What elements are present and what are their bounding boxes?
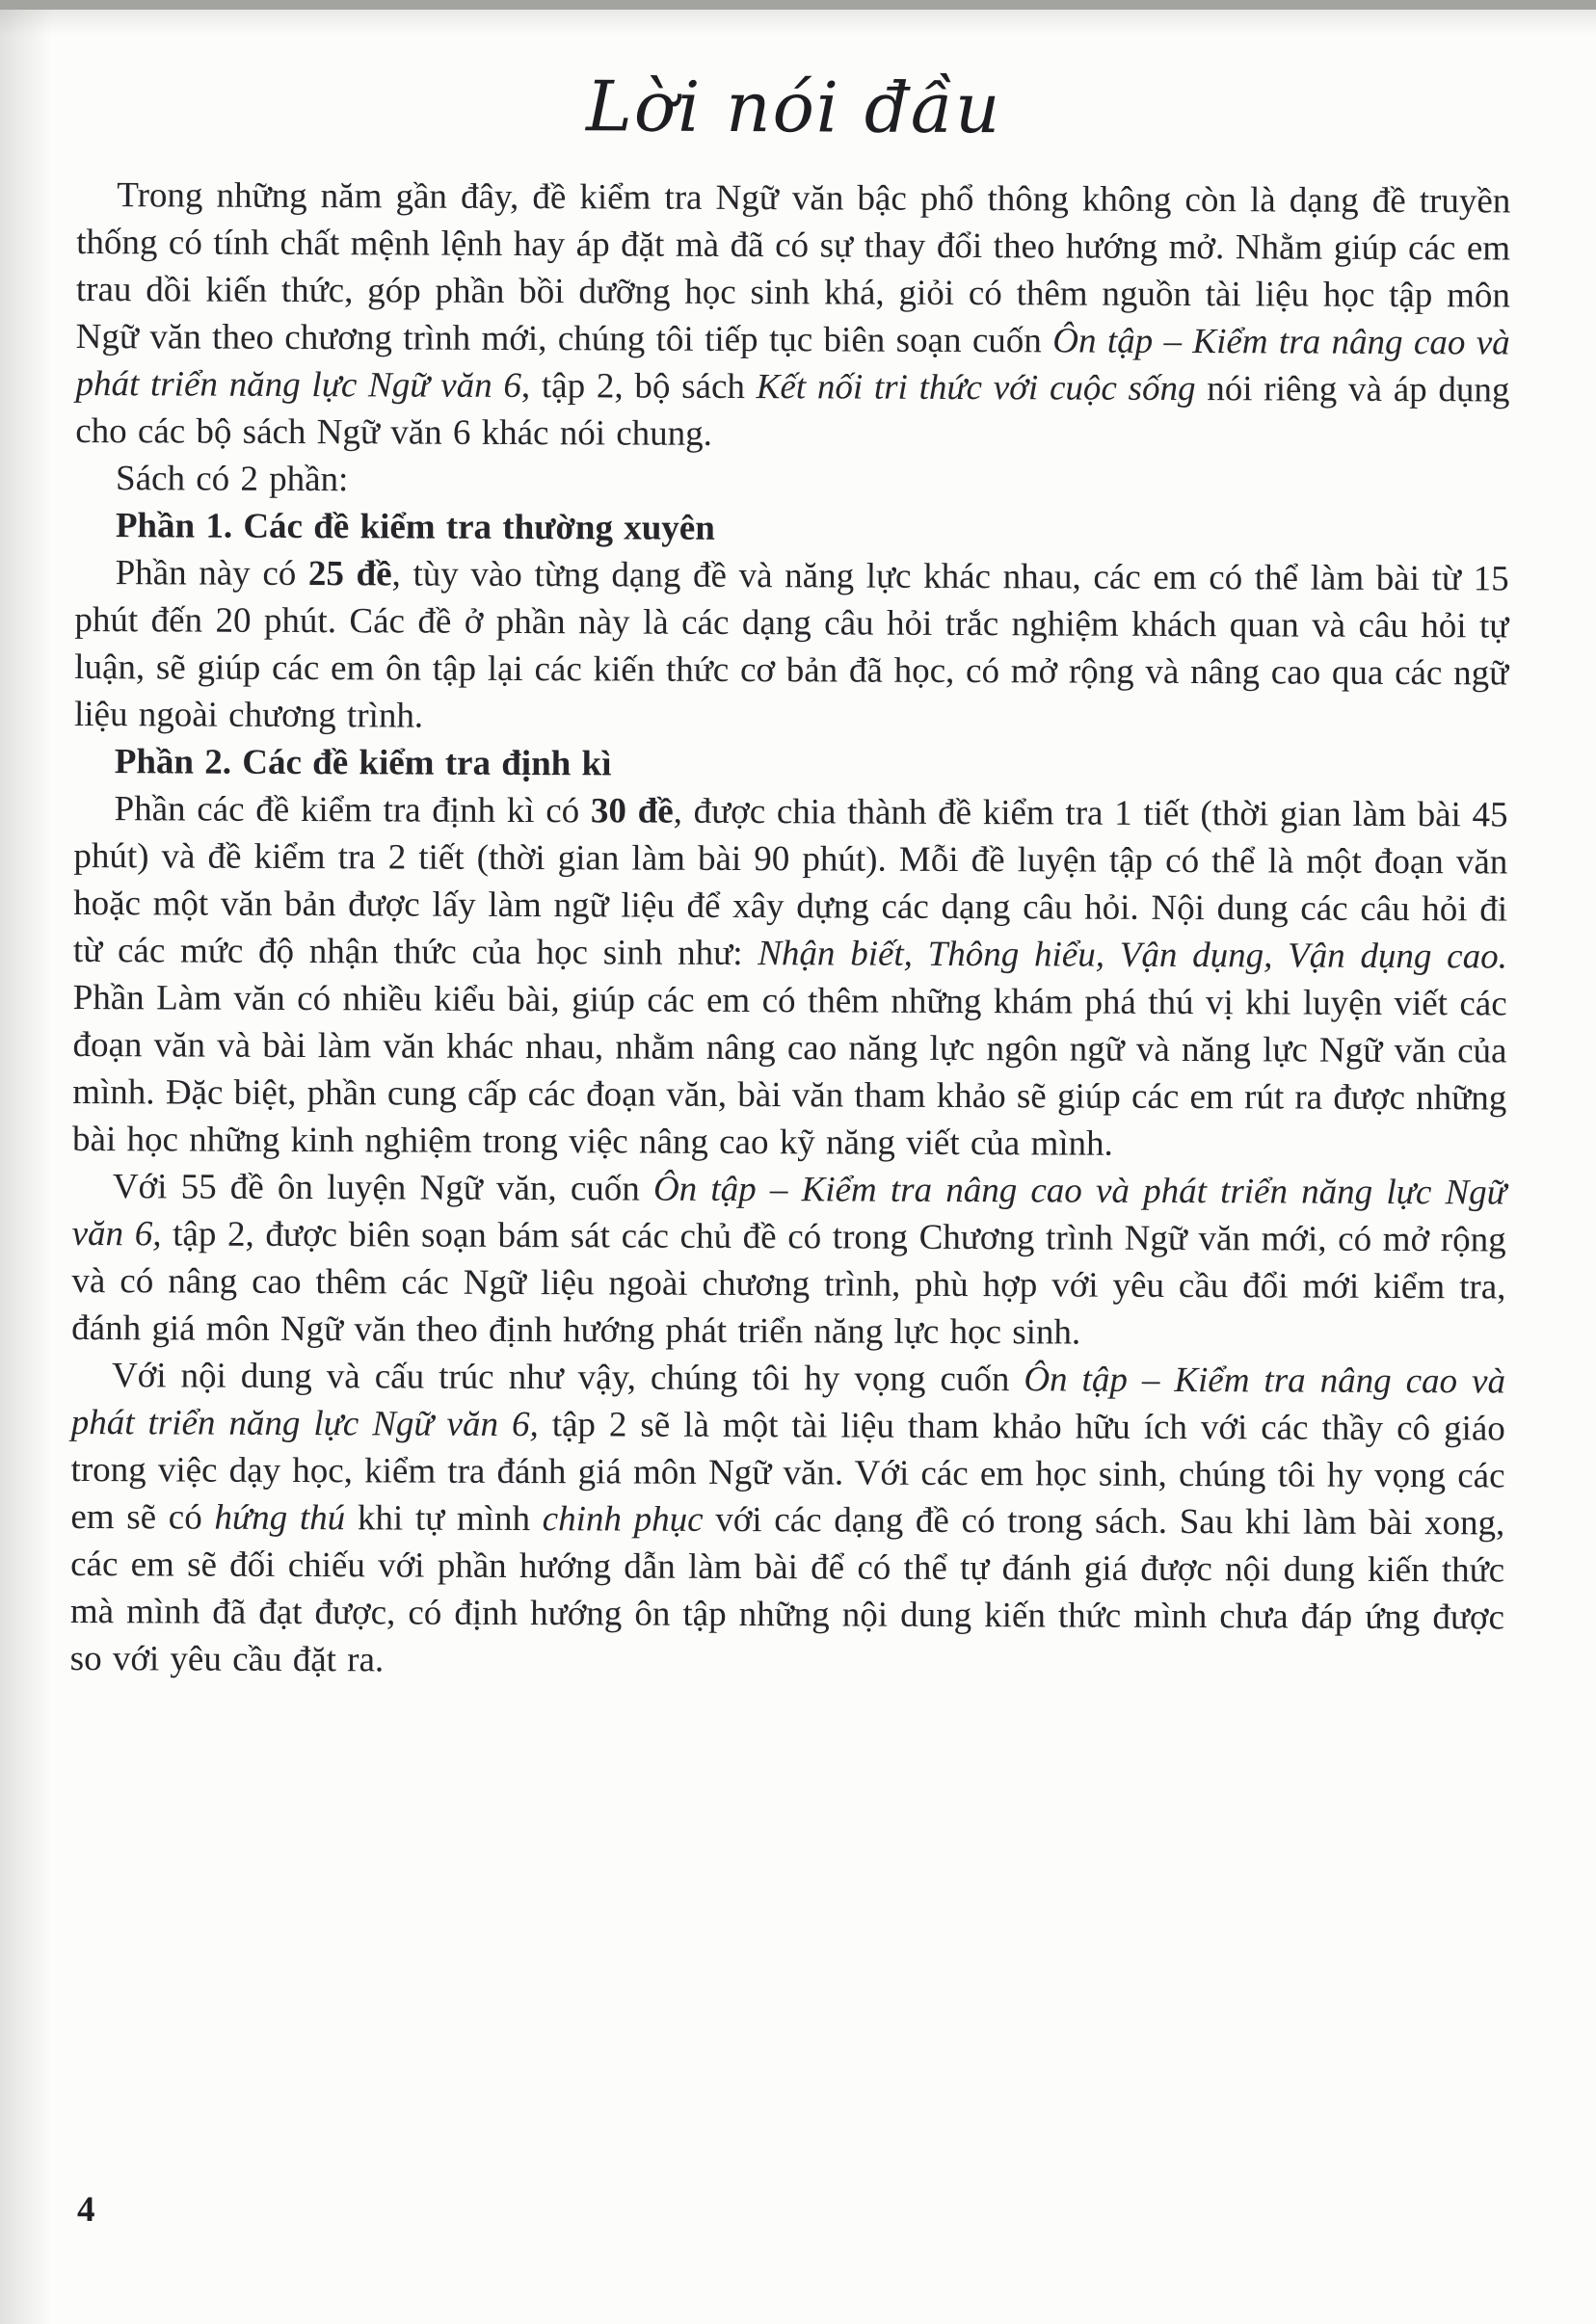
book-title-run: Ôn tập – Kiểm tra nâng cao và phát triển năng lực Ngữ văn 6 [75,321,1510,407]
paragraph-intro [75,172,1510,461]
emphasis-run: 25 đề [307,554,392,594]
paragraph-part2 [72,785,1508,1169]
emphasis-run: chinh phục [542,1499,704,1540]
paragraph-summary [71,1163,1506,1358]
text-run: tập 2, được biên soạn bám sát các chủ đề có trong Chương trình Ngữ văn mới, có mở rộng và có nâng cao thêm các Ngữ liệu ngoài chương trình, phù hợp với yêu cầu đổi mới kiểm tra, đánh giá môn Ngữ văn theo định hướng phát triển năng lực học sinh. [71,1214,1506,1353]
text-run: Phần Làm văn có nhiều kiểu bài, giúp các em có thêm những khám phá thú vị khi luyện viết các đoạn văn và bài làm văn khác nhau, nhằm nâng cao năng lực ngôn ngữ và năng lực Ngữ văn của mình. Đặc biệt, phần cung cấp các đoạn văn, bài văn tham khảo sẽ giúp các em rút ra được những bài học những kinh nghiệm trong việc nâng cao kỹ năng viết của mình. [71,977,1507,1164]
text-run: tập 2 sẽ là một tài liệu tham khảo hữu ích với các thầy cô giáo trong việc dạy học, kiểm tra đánh giá môn Ngữ văn. Với các em học sinh, chúng tôi hy vọng các em sẽ có [70,1405,1505,1538]
text-run: khi tự mình [345,1498,543,1540]
levels-run: Nhận biết, Thông hiểu, Vận dụng, Vận dụng cao. [758,934,1507,977]
book-title-run: Ôn tập – Kiểm tra nâng cao và phát triển năng lực Ngữ văn 6, [70,1360,1506,1445]
text-run: Trong những năm gần đây, đề kiểm tra Ngữ văn bậc phổ thông không còn là dạng đề truyền thống có tính chất mệnh lệnh hay áp đặt mà đã có sự thay đổi theo hướng mở. Nhằm giúp các em trau dồi kiến thức, góp phần bồi dưỡng học sinh khá, giỏi có thêm nguồn tài liệu học tập môn Ngữ văn theo chương trình mới, chúng tôi tiếp tục biên soạn cuốn [75,175,1511,361]
page-number: 4 [77,2190,95,2230]
text-run: Với nội dung và cấu trúc như vậy, chúng tôi hy vọng cuốn [111,1356,1024,1400]
text-run: Phần này có [115,553,309,594]
part1-heading: Phần 1. Các đề kiểm tra thường xuyên [115,506,715,548]
series-title-run: Kết nối tri thức với cuộc sống [756,367,1196,409]
text-run: nói riêng và áp dụng cho các bộ sách Ngữ văn 6 khác nói chung. [75,369,1510,454]
paragraph-part1 [74,549,1509,744]
text-run: , được chia thành đề kiểm tra 1 tiết (thời gian làm bài 45 phút) và đề kiểm tra 2 tiết (thời gian làm bài 90 phút). Mỗi đề luyện tập có thể là một đoạn văn hoặc một văn bản được lấy làm ngữ liệu để xây dựng các dạng câu hỏi. Nội dung các câu hỏi đi từ các mức độ nhận thức của học sinh như: [72,791,1508,974]
text-run: với các dạng đề có trong sách. Sau khi làm bài xong, các em sẽ đối chiếu với phần hướng dẫn làm bài để có thể tự đánh giá được nội dung kiến thức mà mình đã đạt được, có định hướng ôn tập những nội dung kiến thức mình chưa đáp ứng được so với yêu cầu đặt ra. [69,1499,1505,1680]
emphasis-run: 30 đề [590,791,674,832]
paragraph-closing [70,1352,1505,1688]
text-run: , tùy vào từng dạng đề và năng lực khác nhau, các em có thể làm bài từ 15 phút đến 20 phút. Các đề ở phần này là các dạng câu hỏi trắc nghiệm khách quan và câu hỏi tự luận, sẽ giúp các em ôn tập lại các kiến thức cơ bản đã học, có mở rộng và nâng cao qua các ngữ liệu ngoài chương trình. [73,554,1509,736]
paragraph-parts-lead: Sách có 2 phần: [115,459,349,500]
emphasis-run: hứng thú [214,1497,346,1539]
preface-title: Lời nói đầu [585,66,1002,149]
text-block [70,54,1511,1688]
text-run: Với 55 đề ôn luyện Ngữ văn, cuốn [112,1167,654,1209]
book-page [0,10,1596,2324]
text-run: Phần các đề kiểm tra định kì có [114,789,592,832]
part2-heading: Phần 2. Các đề kiểm tra định kì [114,742,612,784]
book-title-run: Ôn tập – Kiểm tra nâng cao và phát triển năng lực Ngữ văn 6, [71,1169,1506,1254]
text-run: , tập 2, bộ sách [520,366,757,408]
